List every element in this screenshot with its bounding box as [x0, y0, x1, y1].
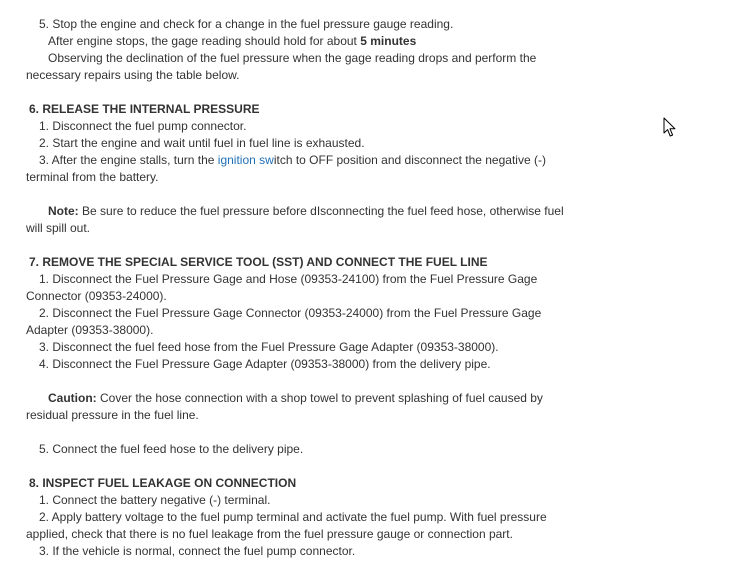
note-label: Note:: [48, 204, 79, 218]
section-7-step-4: 4. Disconnect the Fuel Pressure Gage Adapter (09353-38000) from the delivery pipe.: [39, 357, 491, 371]
spacer: [26, 424, 606, 441]
ignition-switch-link[interactable]: ignition sw: [217, 153, 274, 167]
hold-time-value: 5 minutes: [360, 34, 417, 48]
step-5-observe-cont: necessary repairs using the table below.: [26, 68, 240, 82]
section-7-step-2-cont: Adapter (09353-38000).: [26, 323, 154, 337]
mouse-pointer-icon: [663, 117, 677, 138]
note: [26, 203, 606, 220]
section-8-step-1: 1. Connect the battery negative (-) terminal.: [39, 493, 271, 507]
caution-text: Cover the hose connection with a shop towel to prevent splashing of fuel caused by: [96, 391, 543, 405]
section-7-step-1-cont: Connector (09353-24000).: [26, 289, 167, 303]
section-6-step-3: [26, 152, 606, 169]
note-text: Be sure to reduce the fuel pressure before dIsconnecting the fuel feed hose, otherwise fuel: [78, 204, 564, 218]
spacer: [26, 237, 606, 254]
section-6-step-2: 2. Start the engine and wait until fuel in fuel line is exhausted.: [39, 136, 365, 150]
section-8-heading: 8. INSPECT FUEL LEAKAGE ON CONNECTION: [29, 476, 297, 490]
spacer: [26, 186, 606, 203]
section-6-heading: 6. RELEASE THE INTERNAL PRESSURE: [29, 102, 260, 116]
section-6-step-3-cont: terminal from the battery.: [26, 170, 159, 184]
hold-time-text: After engine stops, the gage reading should hold for about: [48, 34, 361, 48]
section-7-step-5: 5. Connect the fuel feed hose to the delivery pipe.: [39, 442, 304, 456]
step-3-text-post: itch to OFF position and disconnect the negative (-): [273, 153, 546, 167]
step-5-observe: Observing the declination of the fuel pressure when the gage reading drops and perform the: [48, 51, 537, 65]
caution-label: Caution:: [48, 391, 97, 405]
caution-cont: residual pressure in the fuel line.: [26, 408, 199, 422]
section-7-step-1: 1. Disconnect the Fuel Pressure Gage and Hose (09353-24100) from the Fuel Pressure Gage: [39, 272, 538, 286]
section-7-heading: 7. REMOVE THE SPECIAL SERVICE TOOL (SST) AND CONNECT THE FUEL LINE: [29, 255, 488, 269]
note-cont: will spill out.: [26, 221, 91, 235]
section-8-step-3: 3. If the vehicle is normal, connect the fuel pump connector.: [39, 544, 356, 558]
spacer: [26, 373, 606, 390]
document-body: [26, 16, 606, 560]
section-6-step-1: 1. Disconnect the fuel pump connector.: [39, 119, 247, 133]
spacer: [26, 458, 606, 475]
section-8-step-2-cont: applied, check that there is no fuel leakage from the fuel pressure gauge or connection part.: [26, 527, 513, 541]
step-5-stop-engine: 5. Stop the engine and check for a change in the fuel pressure gauge reading.: [39, 17, 454, 31]
section-8-step-2: 2. Apply battery voltage to the fuel pump terminal and activate the fuel pump. With fuel pressure: [39, 510, 547, 524]
section-7-step-3: 3. Disconnect the fuel feed hose from the Fuel Pressure Gage Adapter (09353-38000).: [39, 340, 499, 354]
step-5-hold-time: [26, 33, 606, 50]
caution: [26, 390, 606, 407]
section-7-step-2: 2. Disconnect the Fuel Pressure Gage Connector (09353-24000) from the Fuel Pressure Gage: [39, 306, 542, 320]
step-3-text-pre: 3. After the engine stalls, turn the: [39, 153, 218, 167]
spacer: [26, 84, 606, 101]
